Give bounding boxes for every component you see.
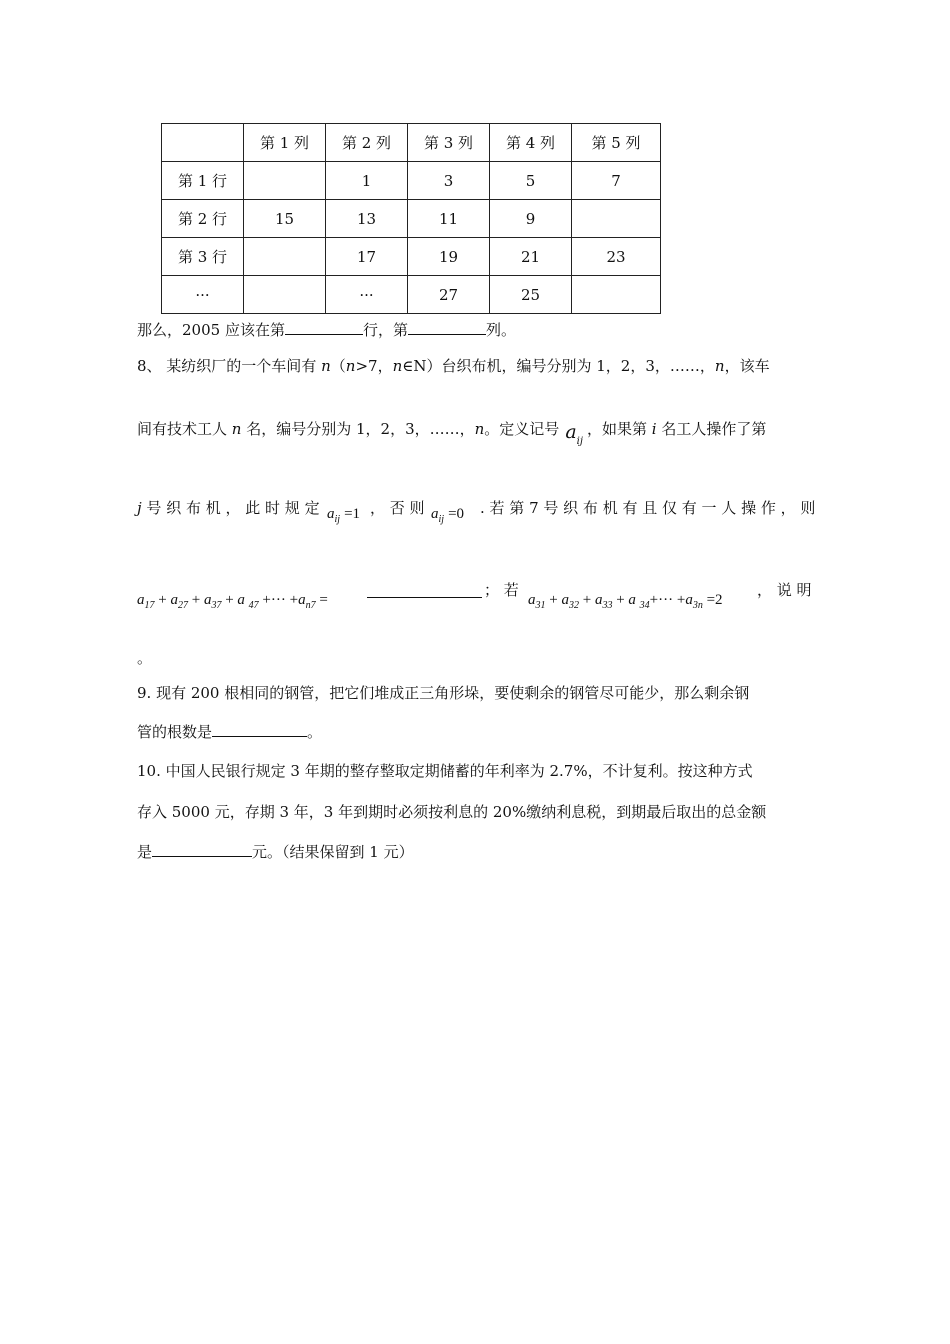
q8-variable: n <box>392 357 403 375</box>
q9-answer-blank[interactable] <box>212 722 307 737</box>
subscript: 33 <box>602 600 613 611</box>
table-cell: 第 3 行 <box>162 238 244 276</box>
q8-variable: n <box>714 357 725 375</box>
q8-line-2 <box>137 418 767 447</box>
q8-text: =2 <box>706 592 723 608</box>
q10-line-2 <box>137 802 766 822</box>
sum-a-row-3: $a_{31} + a_{32} + a_{33} + a$ $_{34}+\cdot\cdot\cdot +a_{3n} =2$ <box>528 592 723 611</box>
q8-text: ， 否 则 <box>370 499 425 517</box>
subscript: 34 <box>639 600 650 611</box>
q8-text: （ <box>330 357 346 375</box>
table-cell: ··· <box>162 276 244 314</box>
table-cell <box>572 276 661 314</box>
table-header-cell <box>162 124 244 162</box>
q8-line-4-tail <box>757 580 812 600</box>
subscript: 27 <box>177 600 188 611</box>
table-cell: 19 <box>408 238 490 276</box>
table-cell: 第 1 行 <box>162 162 244 200</box>
table-cell <box>572 200 661 238</box>
table-cell: 25 <box>490 276 572 314</box>
q7-row-blank[interactable] <box>285 320 363 335</box>
q8-line-3 <box>137 498 320 518</box>
table-cell: 13 <box>326 200 408 238</box>
number-arrangement-table <box>161 123 661 314</box>
q8-text: =1 <box>344 506 361 522</box>
q9-text: 9. 现有 200 根相同的钢管，把它们堆成正三角形垛，要使剩余的钢管尽可能少，那么剩余钢 <box>137 684 750 702</box>
table-cell: 11 <box>408 200 490 238</box>
q8-variable: j <box>137 499 142 517</box>
table-cell <box>244 162 326 200</box>
q8-text: 间有技术工人 <box>137 420 232 438</box>
subscript: 3n <box>692 600 703 611</box>
subscript: 32 <box>568 600 579 611</box>
table-cell: 9 <box>490 200 572 238</box>
table-cell: 3 <box>408 162 490 200</box>
aij-equals-zero <box>431 506 464 525</box>
table-cell <box>244 238 326 276</box>
q8-variable: i <box>651 420 657 438</box>
q8-text: 。定义记号 <box>484 420 560 438</box>
subscript: n7 <box>305 600 316 611</box>
table-cell: 第 2 行 <box>162 200 244 238</box>
q7-answer-line <box>137 320 516 340</box>
q9-text: 管的根数是 <box>137 723 213 741</box>
q8-answer-blank[interactable] <box>367 597 482 598</box>
q8-line-3c <box>480 498 815 518</box>
q8-text: ∈N）台织布机，编号分别为 1，2，3，……， <box>402 357 715 375</box>
q7-column-blank[interactable] <box>408 320 486 335</box>
q7-text: 那么，2005 应该在第 <box>137 321 285 339</box>
q10-line-3 <box>137 842 414 862</box>
table-header-cell: 第 3 列 <box>408 124 490 162</box>
q9-line-1 <box>137 683 749 703</box>
q8-text: 名工人操作了第 <box>656 420 767 438</box>
table-header-cell: 第 4 列 <box>490 124 572 162</box>
q8-text: = <box>319 592 328 608</box>
q8-text: ； 若 <box>484 581 519 599</box>
q9-line-2 <box>137 722 322 742</box>
aij-symbol: a <box>431 506 439 522</box>
table-row <box>162 238 661 276</box>
table-cell: 15 <box>244 200 326 238</box>
aij-subscript: ij <box>576 436 583 447</box>
q8-text: ，该车 <box>724 357 770 375</box>
q8-text: 。 <box>137 649 153 667</box>
q10-line-1 <box>137 761 753 781</box>
table-cell: 5 <box>490 162 572 200</box>
table-cell: 21 <box>490 238 572 276</box>
q8-line-5 <box>137 648 152 668</box>
table-header-cell: 第 1 列 <box>244 124 326 162</box>
q10-text: 10. 中国人民银行规定 3 年期的整存整取定期储蓄的年利率为 2.7%，不计复利。按这种方式 <box>137 762 753 780</box>
table-header-row <box>162 124 661 162</box>
aij-symbol: a <box>565 421 577 443</box>
table-cell: 7 <box>572 162 661 200</box>
table-row <box>162 162 661 200</box>
table-cell: 27 <box>408 276 490 314</box>
table-cell: ··· <box>326 276 408 314</box>
q7-text: 行，第 <box>362 321 408 339</box>
q8-text: ，如果第 <box>586 420 652 438</box>
q8-variable: n <box>474 420 485 438</box>
table-cell: 1 <box>326 162 408 200</box>
aij-symbol: a <box>327 506 335 522</box>
q10-answer-blank[interactable] <box>152 842 252 857</box>
q8-text: 号 织 布 机 ， 此 时 规 定 <box>141 499 320 517</box>
subscript: 47 <box>248 600 259 611</box>
table-cell: 23 <box>572 238 661 276</box>
aij-subscript: ij <box>334 514 341 525</box>
q8-text: . 若 第 7 号 织 布 机 有 且 仅 有 一 人 操 作 ， 则 <box>480 499 816 517</box>
q9-text: 。 <box>307 723 323 741</box>
q8-line-4-text <box>484 580 519 600</box>
q8-text: =0 <box>448 506 465 522</box>
q8-line-1 <box>137 356 770 376</box>
subscript: 17 <box>144 600 155 611</box>
q8-variable: n <box>231 420 242 438</box>
table-header-cell: 第 5 列 <box>572 124 661 162</box>
q8-line-3b <box>370 498 425 518</box>
q7-text: 列。 <box>485 321 516 339</box>
table-cell <box>244 276 326 314</box>
subscript: 31 <box>535 600 546 611</box>
table-row <box>162 200 661 238</box>
q8-variable: n <box>321 357 331 375</box>
q8-text: ， 说 明 <box>757 581 812 599</box>
sum-a-column-7: $a_{17} + a_{27} + a_{37} + a$ $_{47}$ +··· $+a_{n7}$ = <box>137 592 328 611</box>
q10-text: 存入 5000 元，存期 3 年，3 年到期时必须按利息的 20%缴纳利息税，到期最后取出的总金额 <box>137 803 767 821</box>
q8-variable: n <box>345 357 356 375</box>
aij-subscript: ij <box>438 514 445 525</box>
table-header-cell: 第 2 列 <box>326 124 408 162</box>
q8-text: 8、 某纺织厂的一个车间有 <box>137 357 322 375</box>
q8-text: 名，编号分别为 1，2，3，……， <box>241 420 475 438</box>
q10-text: 元。（结果保留到 1 元） <box>252 843 414 861</box>
subscript: 37 <box>211 600 222 611</box>
q10-text: 是 <box>137 843 153 861</box>
table-row <box>162 276 661 314</box>
table-cell: 17 <box>326 238 408 276</box>
aij-equals-one <box>327 506 360 525</box>
q8-text: >7， <box>355 357 393 375</box>
